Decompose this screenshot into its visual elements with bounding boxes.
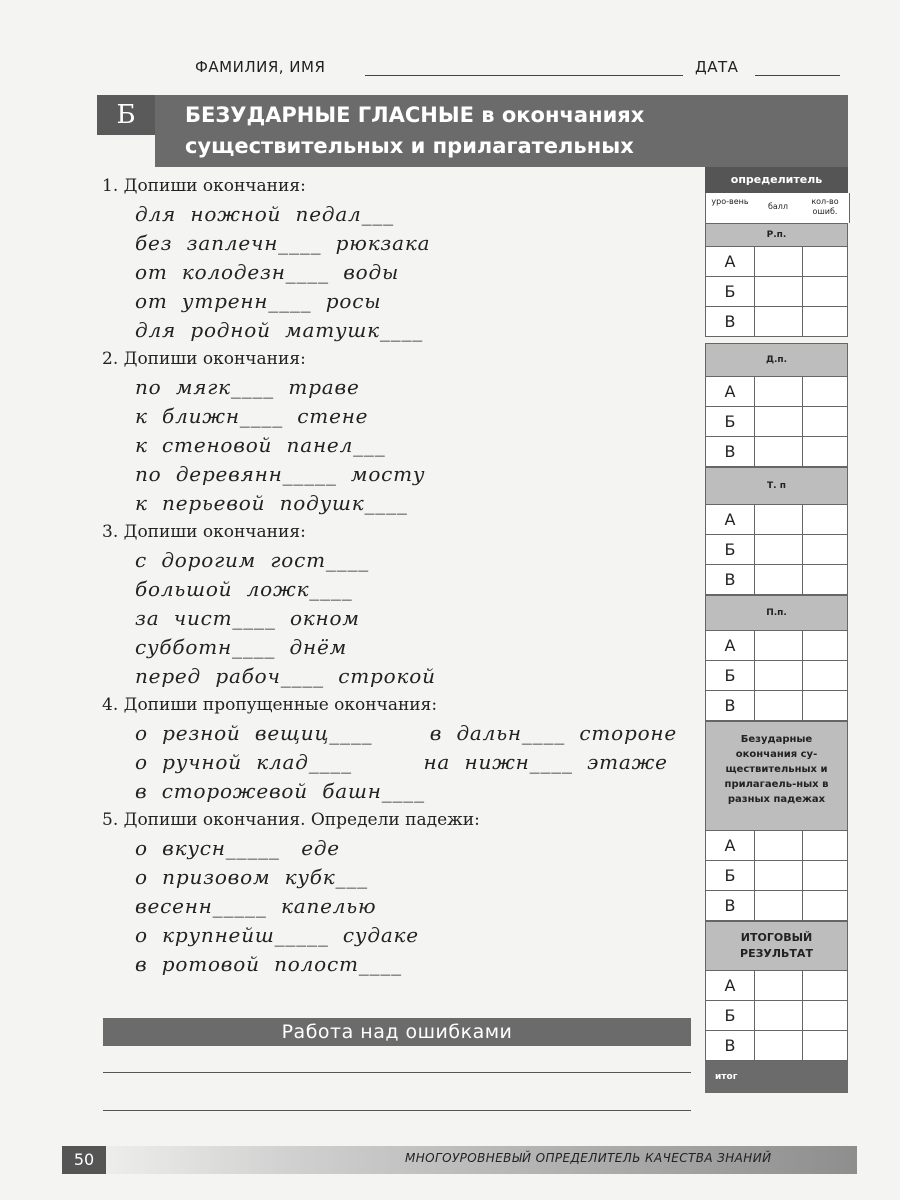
exercise-line[interactable]: большой ложк____	[135, 577, 353, 601]
exercise-line[interactable]: перед рабоч____ строкой	[135, 664, 436, 688]
row-pp-a[interactable]: А	[705, 631, 848, 661]
page-title	[185, 100, 845, 162]
assessment-columns	[705, 193, 850, 223]
task-2	[102, 345, 702, 518]
section-tp: Т. п	[705, 467, 848, 505]
exercise-line[interactable]: к ближн____ стене	[135, 404, 369, 428]
row-final-b[interactable]: Б	[705, 1001, 848, 1031]
date-field[interactable]	[755, 75, 840, 76]
task-title: 4. Допиши пропущенные окончания:	[102, 695, 438, 715]
exercise-line[interactable]: в сторожевой башн____	[135, 779, 425, 803]
writing-line[interactable]	[103, 1072, 691, 1073]
row-all-b[interactable]: Б	[705, 861, 848, 891]
col-score: балл	[767, 202, 789, 211]
exercise-line[interactable]: за чист____ окном	[135, 606, 360, 630]
exercise-line[interactable]: о крупнейш_____ судаке	[135, 923, 419, 947]
row-rp-v[interactable]: В	[705, 307, 848, 337]
exercise-line[interactable]: весенн_____ капелью	[135, 894, 377, 918]
section-pp: П.п.	[705, 595, 848, 631]
task-title: 5. Допиши окончания. Определи падежи:	[102, 810, 480, 830]
title-line-2: существительных и прилагательных	[185, 134, 634, 158]
section-dp: Д.п.	[705, 343, 848, 377]
total-row[interactable]: итог	[705, 1061, 848, 1093]
exercise-line[interactable]: с дорогим гост____	[135, 548, 370, 572]
date-label: ДАТА	[695, 58, 739, 76]
block-letter: Б	[97, 95, 155, 135]
page-number: 50	[62, 1146, 106, 1174]
title-line-1: БЕЗУДАРНЫЕ ГЛАСНЫЕ в окончаниях	[185, 103, 645, 127]
name-date-header	[195, 58, 840, 82]
exercise-line[interactable]: от колодезн____ воды	[135, 260, 400, 284]
col-level: уро-вень	[711, 197, 749, 206]
exercise-line[interactable]: для родной матушк____	[135, 318, 424, 342]
row-dp-a[interactable]: А	[705, 377, 848, 407]
exercise-line[interactable]: о ручной клад____ на нижн____ этаже	[135, 750, 668, 774]
row-tp-a[interactable]: А	[705, 505, 848, 535]
task-title: 2. Допиши окончания:	[102, 349, 306, 369]
exercise-line[interactable]: субботн____ днём	[135, 635, 347, 659]
row-final-v[interactable]: В	[705, 1031, 848, 1061]
name-field[interactable]	[365, 75, 683, 76]
task-title: 3. Допиши окончания:	[102, 522, 306, 542]
exercise-line[interactable]: к стеновой панел___	[135, 433, 386, 457]
writing-line[interactable]	[103, 1110, 691, 1111]
row-rp-b[interactable]: Б	[705, 277, 848, 307]
row-pp-v[interactable]: В	[705, 691, 848, 721]
task-title: 1. Допиши окончания:	[102, 176, 306, 196]
task-3	[102, 518, 702, 691]
exercise-line[interactable]: о вкусн_____ еде	[135, 836, 340, 860]
task-4	[102, 691, 702, 806]
footer-text: МНОГОУРОВНЕВЫЙ ОПРЕДЕЛИТЕЛЬ КАЧЕСТВА ЗНАНИЙ	[405, 1151, 772, 1165]
task-1	[102, 172, 702, 345]
assessment-header: определитель	[705, 167, 848, 193]
exercises	[102, 172, 702, 979]
row-tp-v[interactable]: В	[705, 565, 848, 595]
row-final-a[interactable]: А	[705, 971, 848, 1001]
exercise-line[interactable]: от утренн____ росы	[135, 289, 382, 313]
row-tp-b[interactable]: Б	[705, 535, 848, 565]
exercise-line[interactable]: для ножной педал___	[135, 202, 394, 226]
section-all-cases: Безударные окончания су-ществительных и прилагаель-ных в разных падежах	[705, 721, 848, 831]
exercise-line[interactable]: о призовом кубк___	[135, 865, 368, 889]
exercise-line[interactable]: по деревянн_____ мосту	[135, 462, 426, 486]
row-dp-v[interactable]: В	[705, 437, 848, 467]
row-all-v[interactable]: В	[705, 891, 848, 921]
row-rp-a[interactable]: А	[705, 247, 848, 277]
exercise-line[interactable]: по мягк____ траве	[135, 375, 360, 399]
assessment-table	[705, 167, 848, 1115]
col-errors: кол-во ошиб.	[811, 197, 839, 216]
row-all-a[interactable]: А	[705, 831, 848, 861]
exercise-line[interactable]: о резной вещиц____ в дальн____ стороне	[135, 721, 678, 745]
row-dp-b[interactable]: Б	[705, 407, 848, 437]
errors-section-title: Работа над ошибками	[103, 1018, 691, 1046]
row-pp-b[interactable]: Б	[705, 661, 848, 691]
exercise-line[interactable]: в ротовой полост____	[135, 952, 402, 976]
task-5	[102, 806, 702, 979]
name-label: ФАМИЛИЯ, ИМЯ	[195, 58, 326, 76]
exercise-line[interactable]: без заплечн____ рюкзака	[135, 231, 431, 255]
section-final: ИТОГОВЫЙ РЕЗУЛЬТАТ	[705, 921, 848, 971]
exercise-line[interactable]: к перьевой подушк____	[135, 491, 408, 515]
section-rp: Р.п.	[705, 223, 848, 247]
